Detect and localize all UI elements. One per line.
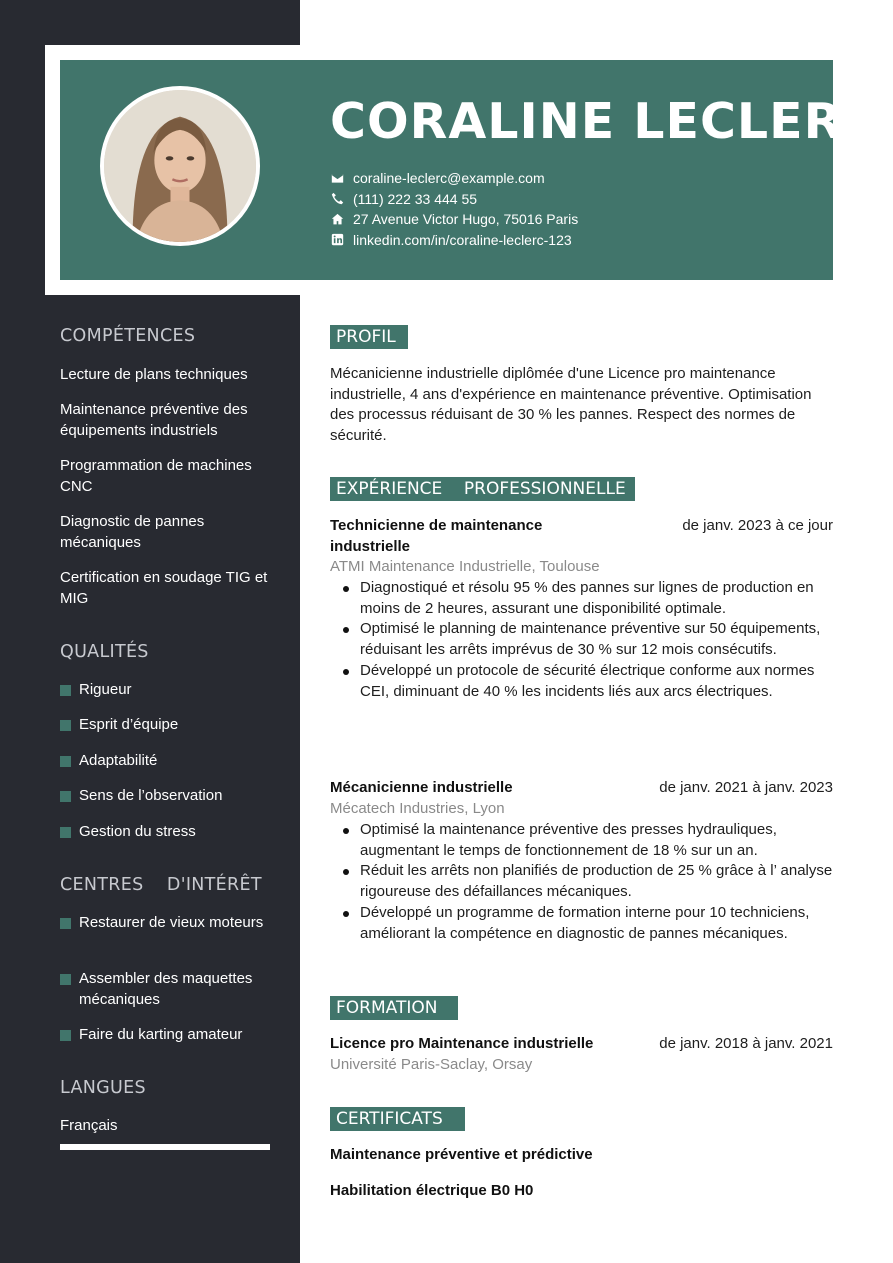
job-bullets	[330, 820, 838, 944]
job-company: Mécatech Industries, Lyon	[330, 800, 505, 817]
list-item: Optimisé le planning de maintenance préventive sur 50 équipements, réduisant les arrêts imprévus de 30 % sur 12 mois consécutifs.	[330, 619, 838, 660]
skill-item: Diagnostic de pannes mécaniques	[60, 513, 205, 551]
linkedin-text: linkedin.com/in/coraline-leclerc-123	[353, 231, 572, 248]
list-item: Optimisé la maintenance préventive des presses hydrauliques, augmentant le temps de fonctionnement de 18 % sur un an.	[330, 820, 838, 861]
certificates-heading: CERTIFICATS	[330, 1107, 465, 1131]
contact-address	[330, 209, 578, 230]
skill-item: Lecture de plans techniques	[60, 366, 248, 383]
contact-email[interactable]	[330, 168, 578, 189]
interests-heading: CENTRES D'INTÉRÊT	[60, 875, 262, 895]
envelope-icon	[330, 171, 344, 185]
school-name: Université Paris-Saclay, Orsay	[330, 1056, 533, 1073]
education-heading: FORMATION	[330, 996, 458, 1020]
job-date: de janv. 2023 à ce jour	[682, 517, 833, 534]
interest-item: Restaurer de vieux moteurs	[60, 913, 275, 934]
job-date: de janv. 2021 à janv. 2023	[659, 779, 833, 796]
job-title: Technicienne de maintenance industrielle	[330, 517, 543, 555]
candidate-name: CORALINE LECLERC	[330, 93, 880, 150]
interest-item: Assembler des maquettes mécaniques	[60, 969, 275, 1010]
contact-list	[330, 168, 578, 250]
languages-heading: LANGUES	[60, 1078, 146, 1098]
quality-item: Adaptabilité	[60, 751, 285, 772]
address-text: 27 Avenue Victor Hugo, 75016 Paris	[353, 211, 579, 228]
language-level-bar	[60, 1144, 270, 1150]
interest-item: Faire du karting amateur	[60, 1025, 285, 1046]
skill-item: Certification en soudage TIG et MIG	[60, 569, 268, 607]
quality-item: Esprit d’équipe	[60, 715, 285, 736]
contact-linkedin[interactable]	[330, 230, 578, 251]
list-item: Développé un protocole de sécurité électrique conforme aux normes CEI, diminuant de 40 % les incidents liés aux arcs électriques.	[330, 661, 838, 702]
job-title: Mécanicienne industrielle	[330, 779, 513, 796]
home-icon	[330, 212, 344, 226]
quality-item: Rigueur	[60, 680, 285, 701]
list-item: Diagnostiqué et résolu 95 % des pannes sur lignes de production en moins de 2 heures, assurant une disponibilité optimale.	[330, 578, 838, 619]
phone-text: (111) 222 33 444 55	[353, 190, 478, 207]
qualities-heading: QUALITÉS	[60, 642, 149, 662]
skills-heading: COMPÉTENCES	[60, 326, 196, 346]
skill-item: Programmation de machines CNC	[60, 457, 252, 495]
degree-date: de janv. 2018 à janv. 2021	[659, 1035, 833, 1052]
skill-item: Maintenance préventive des équipements industriels	[60, 401, 248, 439]
language-item: Français	[60, 1117, 118, 1134]
profile-heading: PROFIL	[330, 325, 408, 349]
job-company: ATMI Maintenance Industrielle, Toulouse	[330, 558, 600, 575]
job-bullets	[330, 578, 838, 702]
quality-item: Gestion du stress	[60, 822, 285, 843]
portrait-image	[104, 90, 256, 242]
profile-text: Mécanicienne industrielle diplômée d'une Licence pro maintenance industrielle, 4 ans d'expérience en maintenance préventive. Optimisation des processus réduisant de 30 % les pannes. Respect des normes de sécurité.	[330, 365, 812, 445]
experience-heading: EXPÉRIENCE PROFESSIONNELLE	[330, 477, 635, 501]
degree-title: Licence pro Maintenance industrielle	[330, 1035, 594, 1052]
list-item: Développé un programme de formation interne pour 10 techniciens, améliorant la compétence en diagnostic de pannes mécaniques.	[330, 903, 838, 944]
quality-item: Sens de l’observation	[60, 786, 285, 807]
profile-photo	[100, 86, 260, 246]
certificate-item: Maintenance préventive et prédictive	[330, 1146, 593, 1163]
phone-icon	[330, 192, 344, 206]
linkedin-icon	[330, 233, 344, 247]
list-item: Réduit les arrêts non planifiés de production de 25 % grâce à l’ analyse rigoureuse des défaillances mécaniques.	[330, 861, 838, 902]
contact-phone[interactable]	[330, 189, 578, 210]
email-text: coraline-leclerc@example.com	[353, 170, 545, 187]
certificate-item: Habilitation électrique B0 H0	[330, 1182, 534, 1199]
